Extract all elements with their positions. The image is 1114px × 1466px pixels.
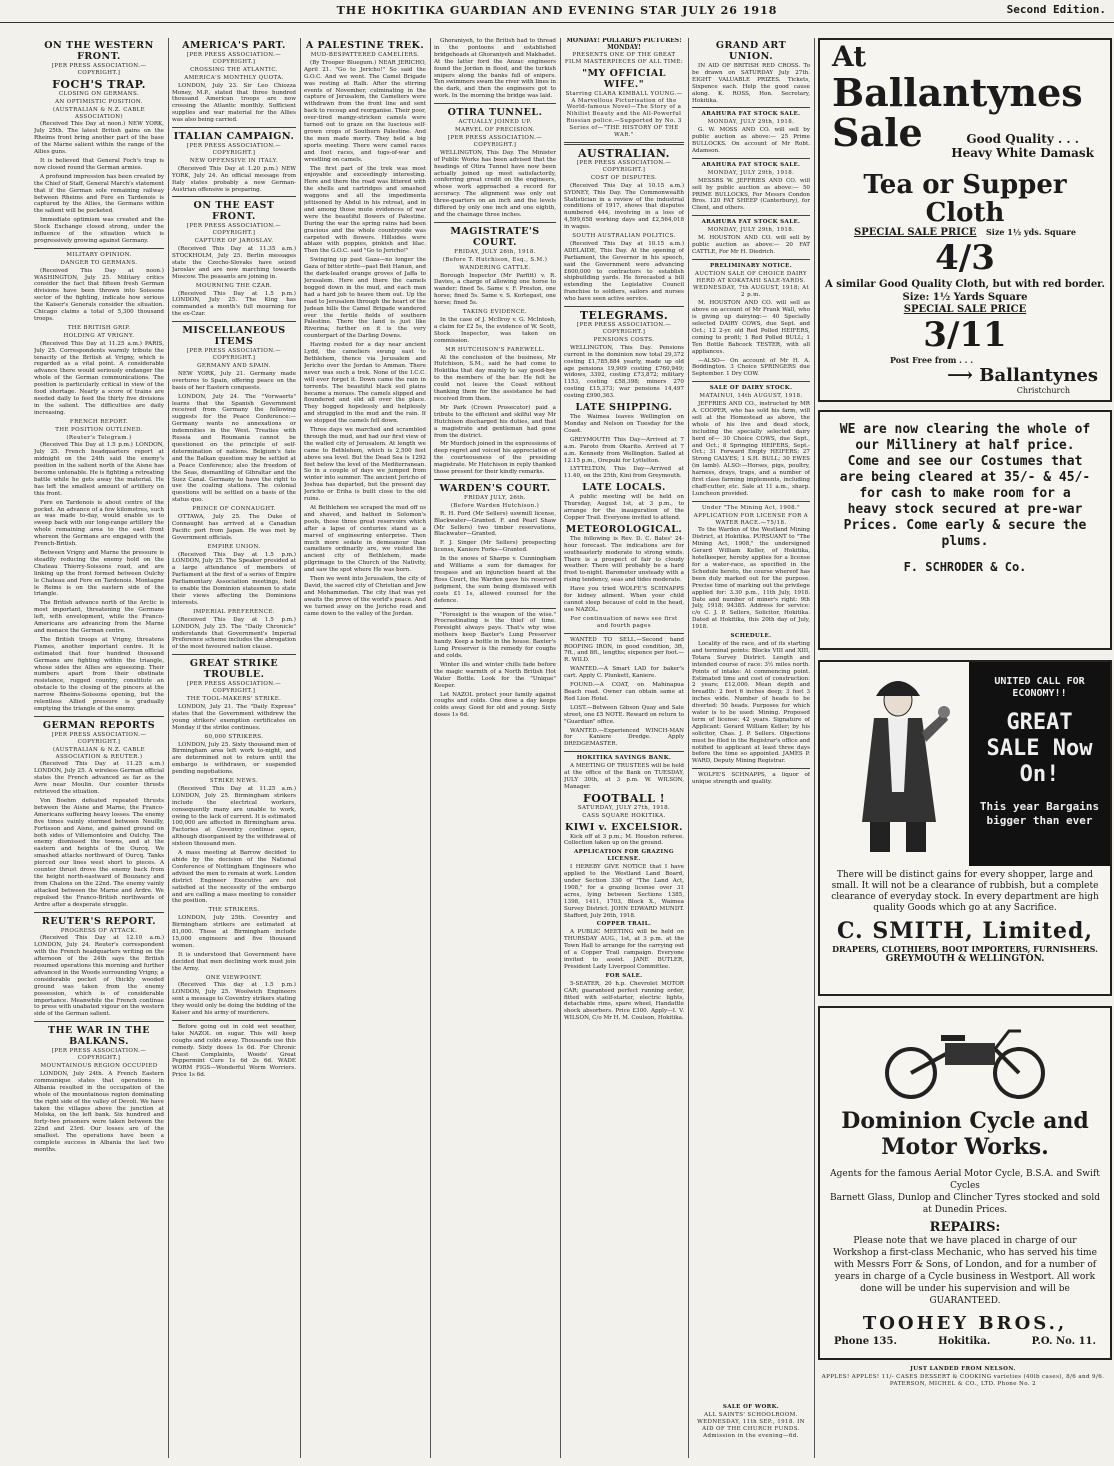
advert-product: Tea or Supper Cloth [863,170,1067,228]
subhead: THE TOOL-MAKERS' STRIKE. [186,696,282,703]
banner-economy: UNITED CALL FOR ECONOMY!! [973,672,1106,704]
subhead: MONDAY, JULY 29th, 1918. [707,119,795,126]
credit: (AUSTRALIAN & N.Z. CABLE ASSOCIATION) [52,106,146,120]
advert-sale: Sale [832,110,923,155]
advert-body: There will be distinct gains for every shopper, large and small. It will not be a clearance of rubbish, but a complete clearance of everyday stock. In every department are high quality Goods which go at any Sacrifice. [831,870,1099,913]
subhead: PRINCE OF CONNAUGHT. [192,506,276,513]
subhead: MONDAY, JULY 29th, 1918. [707,169,795,176]
town-crier-icon [840,672,950,862]
subhead: FOR SALE. [605,972,643,979]
advert-title: Dominion Cycle and Motor Works. [841,1108,1089,1160]
headline: GERMAN REPORTS [42,719,156,731]
paragraph: (Received This Day at 1.20 p.m.) NEW YORK, July 24. An official message from Italy states probably a new German-Austrian offensive is preparing. [172,165,296,193]
subhead: THE POSITION OUTLINED. [55,426,143,433]
subhead: SALE OF DAIRY STOCK. [709,385,793,392]
subhead: WANDERING CATTLE. [459,264,531,271]
paragraph: M. HOUSTON AND CO. will sell by public auction as above:— 20 FAT CATTLE, For Mr H. Diedrich. [692,235,810,255]
advert-signature: F. SCHRODER & Co. [903,560,1027,574]
credit: (Reuter's Telegram.) [66,434,132,441]
column-rule [814,38,815,1458]
subhead: CASS SQUARE HOKITIKA. [582,812,666,819]
subhead: APPLICATION FOR LICENSE FOR A WATER RACE.—75/18. [693,512,809,526]
headline: MISCELLANEOUS ITEMS [182,325,286,348]
paragraph: NEW YORK, July 21. Germany made overtures to Spain, offering peace on the basis of her Eastern conquests. [172,370,296,391]
paragraph: (Received This day at 1.5 p.m.) LONDON, July 25. Woolwich Engineers sent a message to Coventry strikers stating they would only be doing the bidding of the Kaiser and his army of murderers. [172,982,296,1017]
paragraph: —ALSO— On account of Mr H. A. Boddington. 3 Choice SPRINGERS due September. 1 Dry COW. [692,357,810,378]
advert-company: C. SMITH, Limited, [836,918,1094,944]
paragraph: M. HOUSTON AND CO. will sell as above on account of Mr Frank Wall, who is giving up dairying:— 40 Specially selected DAIRY COWS, due Sept. and Oct.; 12 2-yr. old Red Polled HEIFERS, coming to profit; 1 Red Polled BULL; 1 Ten Bottle Babcock TESTER, with all appliances. [692,300,810,355]
subhead: STRIKE NEWS. [209,778,259,785]
paragraph: The Waimea leaves Wellington on Monday and Nelson on Tuesday for the Coast. [564,414,684,434]
headline: ON THE WESTERN FRONT. [44,40,154,62]
advert-banner [969,662,1110,866]
paragraph: (Received This Day at 12.10 a.m.) LONDON, July 24. Reuter's correspondent with the French headquarters writing on the afternoon of the 24th says the British resumed operations this morning and further advanced in the Woods surrounding Vrigny, a considerable pocket of thickly wooded ground was taken from the enemy possession, which is of considerable importance. Meanwhile the French continue to press with unabated vigour on the western side of the German salient. [34,935,164,1018]
advert-repairs-heading: REPAIRS: [929,1220,1001,1235]
price: 3/11 [923,315,1007,355]
headline: ITALIAN CAMPAIGN. [173,131,295,143]
column-rule [560,38,561,1458]
subhead: PENSIONS COSTS. [593,336,655,343]
paragraph: JEFFRIES AND CO., instructed by MR A. COOPER, who has sold his farm, will sell at the Homestead as above, the whole of his live and dead stock, including the specially selected dairy herd of— 30 Choice COWS, due Sept., and Oct.; 8 Springing HEIFERS, Sept.-Oct.; 31 Forward Empty HEIFERS; 27 Strong CALVES; 1 S.H. BULL; 30 EWES (in lamb). ALSO:—Horses, pigs, poultry, harness, drays, traps, and a number of first class farming implements, including chaff-cutter, etc. Sale at 11 a.m., sharp. Luncheon provided. [692,401,810,497]
subhead: IMPERIAL PREFERENCE. [193,608,275,615]
subhead: WEDNESDAY, 7th AUGUST, 1918; At 2 p.m. [692,285,810,299]
subhead: SCHEDULE. [730,633,772,640]
subhead: EMPIRE UNION. [207,543,261,550]
subhead: COPPER TRAIL. [596,921,652,928]
subhead: ACTUALLY JOINED UP. [458,119,532,126]
subhead: (Before T. Hutchison, Esq., S.M.) [442,256,548,263]
subhead: 60,000 STRIKERS. [204,733,264,740]
column-rule [688,38,689,1458]
paragraph: It is believed that General Foch's trap is now closed round the German armies. [34,157,164,171]
paragraph: To the Warden of the Westland Mining District, at Hokitika. PURSUANT to "The Mining Act, 1908," the undersigned Gerard William Keller, of Hokitika, hotelkeeper, hereby applies for a license for a water-race, as specified in the Schedule hereto, the course whereof has been duly marked out for the purpose. Precise time of marking out the privilege applied for: 3.30 p.m., 11th July, 1918. Date and number of miner's right: 9th July, 1918; 94385. Address for service: c/o C. J. P. Sellers, Solicitor, Hokitika. Dated at Hokitika, this 20th day of July, 1918. [692,527,810,631]
subhead: HOKITIKA SAVINGS BANK. [576,755,672,762]
paragraph: (Received This Day at 1.5 p.m.) LONDON, July 25. French headquarters report at midnight on the 24th said the enemy's position in the salient north of the Aisne has become untenable. He is fighting a retreating battle while he gets away the material. He has left the smallest amount of artillery on this front. [34,442,164,497]
headline: METEOROLOGICAL. [565,523,683,535]
headline: THE WAR IN THE BALKANS. [48,1025,150,1048]
headline: GREAT STRIKE TROUBLE. [189,658,279,681]
paragraph: (Received This Day at 11.25 a.m.) PARIS, July 25. Correspondents warmly tribute the tenacity of the British at Vrigny, which is regarded as a vital point. A considerable advance there would seriously endanger the whole of the German communications. The position is particularly critical in view of the food shortage. Nearly a score of trains are needed daily to feed the thirty five divisions in the salient. The difficulties are daily increasing. [34,340,164,416]
pictures-banner: MONDAY! POLLARD'S PICTURES! MONDAY! [566,38,682,51]
continuation-notice: For continuation of news see first and fourth pages [570,615,678,629]
advert-at: At [832,40,867,73]
post-free: Post Free from . . . [890,355,974,365]
credit: [PER PRESS ASSOCIATION.—COPYRIGHT.] [447,134,543,148]
paragraph: LONDON, July 24th. A French Eastern communique states that operations in Albania resulted in the occupation of the whole of the mountainous region dominating the right side of the valley of Devoli. We have taken the villages above the junction at Molska, on the left bank. Six hundred and forty-two prisoners were taken between the 22nd and 23rd. Our losses are of the smallest. The operations have been a complete success in Albania the last two months. [34,1071,164,1153]
paragraph: The British troops at Vrigny, threatens Fismes, another important centre. It is estimated that four hundred thousand Germans are fighting within the triangle, whose sides the Allies are squeezing. Their numbers apart from their obstinate resistance, rugged country, constitute an obstacle to the closing of the pincers at the narrow Rheims-Soissons opening, but the relentless Allied pressure is gradually emptying the triangle of the enemy. [34,636,164,712]
paragraph: (By Trooper Bluegum.) NEAR JERICHO, April 21. "Go to Jericho!" So said the G.O.C. And we went. The Camel Brigade was resting at Ralh. After the stirring events of November, culminating in the capture of Jerusalem, the Cameliers were withdrawn from the front line and sent back to recoup and reorganise. Their poor, over-tired mangy-stricken camels were turned out to graze on the luscious self-grown crops of Southern Palestine. And the men made merry. They held a big sports meeting. There were camel races and foot races, and tugs-of-war and wrestling on camels. [304,59,426,163]
paragraph: LONDON, July 25th. Coventry and Birmingham strikers are estimated at 81,000. Those at Birmingham include 15,000 engineers and five thousand women. [172,915,296,949]
advert-smith [818,660,1112,996]
advert-top [820,662,1110,866]
subhead: MONDAY, JULY 29th, 1918. [707,227,795,234]
subhead: GERMANY AND SPAIN. [197,363,271,369]
paragraph: WELLINGTON, This Day. The Minister of Public Works has been advised that the headings of Otira Tunnel have now been actually joined up most satisfactorily, conferring great credit on the engineers, whose work approached a record for accuracy. The alignment was only out three-quarters on an inch and the levels differed by only one inch and one eighth, and the chainage three inches. [434,149,556,218]
advert-city: Christchurch [1016,386,1070,395]
paragraph: OTTAWA, July 25. The Duke of Connaught has arrived at a Canadian Pacific port from Japan. He was met by Government officials. [172,514,296,541]
special-price-label: SPECIAL SALE PRICE [903,304,1027,315]
subhead: SATURDAY, JULY 27th, 1918. [577,804,671,811]
paragraph: LONDON, July 23. Sir Leo Chiozza Money, M.P., stated that three hundred thousand American troops are now crossing the Atlantic monthly. Sufficient supplies and war material for the Allies was also being carried. [172,82,296,124]
column-rule [430,38,431,1458]
paragraph: (Received This Day at 1.5 p.m.) LONDON, July 25. The King has commanded a month's full mourning for the ex-Czar. [172,290,296,318]
credit: (AUSTRALIAN & N.Z. CABLE ASSOCIATION & REUTER.) [52,746,146,760]
credit: [PER PRESS ASSOCIATION.—COPYRIGHT.] [576,322,672,335]
subhead: FRIDAY, JULY 26th, 1918. [454,248,536,255]
headline: AMERICA'S PART. [182,40,286,51]
paragraph: Let NAZOL protect your family against coughs and colds. One dose a day keeps colds away. Good for old and young. Sixty doses 1s 6d. [434,691,556,719]
footer-apples [820,1366,1106,1458]
column-telegrams [564,38,684,1460]
footer-brand-text: Ballantynes [979,365,1098,386]
advert-tyres: Barnett Glass, Dunlop and Clincher Tyres stocked and sold at Dunedin Prices. [830,1193,1100,1215]
paragraph: APPLES! APPLES! 11/- CASES DESSERT & COOKING varieties (40lb cases), 8/6 and 9/6. PATERSON, MICHEL & CO., LTD. Phone No. 2 [821,1373,1105,1387]
subhead: COST OF DISPUTES. [590,174,658,181]
classified-ad: WANTED TO SELL.—Second hand ROOFING IRON, in good condition, 3ft, 7ft., and 8ft., lengths; sixpence per foot.—R. WILD. [564,636,684,664]
advert-company: TOOHEY BROS., [862,1313,1068,1334]
advert-brand: Ballantynes [832,70,1083,115]
subhead: ARAHURA FAT STOCK SALE. [701,219,801,226]
credit: [PER PRESS ASSOCIATION.—COPYRIGHT.] [51,731,147,745]
advert-quality [951,132,1094,160]
paragraph: In the snows of Sharpe v. Cunningham and Williams a sum for damages for trespass and an injunction heard at the Ross Court, the Warden gave his reserved judgment, the sum being dismissed with costs £1 1s, allowed counsel for the defence. [434,556,556,604]
subhead: CAPTURE OF JAROSLAV. [194,238,274,245]
classified-ad: FOUND.—A COAT, on Mahinapua Beach road. Owner can obtain same at Red Lion Hotel. [564,682,684,702]
advert-toohey [818,1006,1112,1360]
classified-ad: LOST.—Between Gibson Quay and Sale street, one £5 NOTE. Reward on return to "Guardian" office. [564,704,684,725]
paragraph: The British advance north of the Arctic is most important, threatening the Germans left, with envelopment, while the Franco-Americans are advancing from the Marne and menace the German centre. [34,600,164,634]
headline: REUTER'S REPORT. [41,915,157,927]
advert-footer-brand [820,365,1110,386]
headline: AUSTRALIAN. [577,146,671,160]
paragraph: Ghoraniyeh, to the British had to thread in the pontoons and established bridgeheads at Ghoraniyeh and Makhadet. At the latter ford the Anzac engineers found the Jordan in flood, and the turkish snipers along the banks full of snipers. Ten swimmers swam the river with lines in the dark, and then the engineers got to work. In the morning the bridge was laid. [434,38,556,100]
masthead [0,0,1114,23]
subhead: CLOSING ON GERMANS. [58,90,140,97]
advert-similar: A similar Good Quality Cloth, but with red border. Size: 1½ Yards Square [824,279,1106,303]
subhead: TAKING EVIDENCE. [462,309,528,316]
classified-ad: WANTED.—Experienced WINCH-MAN for Kaniere Dredge. Apply DREDGEMASTER. [564,727,684,748]
paragraph: Three days we marched and scrambled through the mud, and had our first view of the walled city of Jerusalem. At length we came to Bethlehem, which is 2,500 feet above sea level. But the Dead Sea is 1292 feet below the level of the Mediterranean. So in a couple of days we jumped from winter into summer. The ancient Jericho of Joshua has departed, but the present day Jericho or Eriha is built close to the old ruins. [304,427,426,503]
headline: MAGISTRATE'S COURT. [450,225,540,248]
classified-ad: WANTED.—A Smart LAD for baker's cart. Apply C. Plunkett, Kaniere. [564,666,684,680]
subhead: ARAHURA FAT STOCK SALE. [701,111,801,118]
subhead: SOUTH AUSTRALIAN POLITICS. [572,233,676,240]
paragraph: ALL SAINTS' SCHOOLROOM. WEDNESDAY, 11th SEP., 1918. IN AID OF THE CHURCH FUNDS. Admission in the evening—6d. [697,1411,805,1439]
advert-trades: DRAPERS, CLOTHIERS, BOOT IMPORTERS, FURNISHERS. [832,944,1098,954]
headline: FOOTBALL ! [582,791,666,805]
paragraph: Locality of the race, and of its starting and terminal points: Blocks VIII and XIII, Totara Survey District. Length and intended course of race: 3½ miles north. Points of intake: At commencing point. Estimated time and cost of construction: 2 years; £12,000. Mean depth and breadth: 2 feet 6 inches deep; 3 feet 3 inches wide. Number of heads to be diverted: 50 heads. Purposes for which water is to be used: Mining. Proposed term of license: 42 years. Signature of Applicant: Gerard William Keller; by his solicitor, Chas. J. P. Sellers. Objections must be filed in the Registrar's office and notified to applicant at least three days before the time so appointed. JAMES P. WARD, Deputy Mining Registrar. [692,640,810,765]
credit: [PER PRESS ASSOCIATION.—COPYRIGHT.] [186,143,282,156]
paragraph: (Received This Day at 1.5 p.m.) LONDON, July 25. The "Daily Chronicle" understands that Government's Imperial Preference scheme includes the abrogation of the most favoured nation clause. [172,616,296,651]
banner-bargains: This year Bargains bigger than ever [973,794,1106,834]
advert-schroder [818,410,1112,650]
paragraph: G. W. MOSS AND CO. will sell by public auction as above:— 25 Prime BULLOCKS. On account of Mr Robt. Adamson. [692,127,810,154]
paragraph: MESSRS W. JEFFRIES AND CO. will sell by public auction as above:— 50 PRIME BULLOCKS, For Messrs Condon Bros. 120 FAT SHEEP (Canterbury), for Client, and others. [692,177,810,212]
subhead: ONE VIEWPOINT. [205,974,263,981]
subhead: MUD-BESPATTERED CAMELIERS. [310,52,420,58]
po-box: P.O. No. 11. [1031,1336,1096,1347]
town: Hokitika. [938,1336,991,1347]
phone-number: Phone 135. [834,1336,897,1347]
paragraph: LONDON, July 21. The "Daily Express" states that the Government withdrew the young strikers' exemption certificates on Monday if the strike continues. [172,703,296,731]
subhead: AUCTION SALE OF CHOICE DAIRY HERD AT KOKATAHI SALE-YARDS. [695,270,807,284]
town-crier-figure [820,662,969,866]
advert-ballantynes [818,38,1112,402]
footer-sale-of-work [692,1404,810,1460]
column-local [434,38,556,1460]
paragraph: (Received This Day at 10.15 a.m.) ADELAIDE, This Day. At the opening of Parliament, the Governor in his speech, said the Government were advancing £600,000 to contractors to establish shipbuilding yards. He forecasted a bill extending the Legislative Council franchise to soldiers, sailors and nurses who have seen active service. [564,240,684,303]
credit: [PER PRESS ASSOCIATION.—COPYRIGHT.] [51,63,147,76]
paragraph: (Received This Day at 11.25 a.m.) LONDON, July 25. Birmingham strikers include the electrical workers, consequently many are unable to work, owing to the lack of current. It is estimated 100,000 are affected in Birmingham area. Factories at Coventry continue open, although disorganised by the withdrawal of sixteen thousand men. [172,785,296,848]
price-label-row [820,227,1110,238]
subhead: HOLDING AT VRIGNY. [63,332,135,339]
subhead: PRELIMINARY NOTICE. [709,262,793,269]
paragraph: Having rested for a day near ancient Lydd, the cameliers swung east to Bethlehem, thence via Jerusalem and Jericho over the Jordan to Amman. There never was such a trek. None of the I.C.C. will ever forget it. Down came the rain in torrents. The beautiful black soil plains became a morass. The camels slipped and floundered and slid all over the place. They bogged hopelessly and helplessly and struggled in the mud and the rain. If we stopped the camels fell down. [304,342,426,425]
advert-contact-row [820,1334,1110,1349]
paragraph: Have you tried WOLFE'S SCHNAPPS for kidney ailment. When your child cannot sleep because of cold in the head, use NAZOL. [564,586,684,613]
size-label: Size 1½ yds. Square [986,227,1076,237]
price: 4/3 [935,238,995,278]
paragraph: GREYMOUTH This Day—Arrived at 7 a.m. Paroto from Okarito. Arrived at 7 a.m. Kennedy from Wellington. Sailed at 12.15 p.m., Orepuki for Lyttelton. [564,436,684,464]
subhead: AN OPTIMISTIC POSITION. [55,98,143,105]
quality-line: Good Quality . . . [966,132,1079,146]
quality-line: Heavy White Damask [951,146,1094,160]
column-war-news [34,38,164,1460]
subhead: MOUNTAINOUS REGION OCCUPIED [40,1063,158,1070]
edition-label: Second Edition. [1006,3,1106,16]
paragraph: F. J. Singer (Mr Sellers) prospecting license, Kaniere Forks—Granted. [434,540,556,554]
headline: OTIRA TUNNEL. [447,107,543,119]
credit: [PER PRESS ASSOCIATION.—COPYRIGHT.] [186,681,282,695]
subhead: NEW OFFENSIVE IN ITALY. [189,157,279,164]
subhead: MR HUTCHISON'S FAREWELL. [445,346,545,353]
paragraph: LONDON, July 24. The "Vorwaerts" learns that the Spanish Government received from Germany the following suggests for the Peace Conference:—Germany wants no annexations or indemnities in the West. Treaties with Russia and Roumania cannot be questioned on the principle of self-determination of nations. Belgium's fate and the Balkan question may be settled at a Peace Conference; also the freedom of the Seas, dismantling of Gibraltar and the Suez Canal. Germany to have the right to use the coaling stations. The colonial questions will be settled on a basis of the status quo. [172,393,296,504]
credit: [PER PRESS ASSOCIATION.—COPYRIGHT.] [186,223,282,237]
credit: [PER PRESS ASSOCIATION.—COPYRIGHT.] [186,348,282,362]
paragraph: At Bethlehem we scraped the mud off us and shaved, and bathed in Solomon's pools, those three great reservoirs which after a lapse of centuries stand as a marvel of engineering enterprise. Then much more sedate in demeanour than cameliers ordinarily are, we visited the ancient city of Bethlehem, made pilgrimage to the Church of the Nativity, and saw the spot where He was born. [304,505,426,574]
paragraph: Von Boehm defeated repeated thrusts between the Aisne and Marne, the Franco-Americans suffering heavy losses. The enemy five times vainly stormed between Neuilly, Fortisson and Aisne, and gained ground on both sides of Villemontoire and Oulchy. The enemy dismissed the towns, and at the eastern and heights of the Ourcq. We smashed attacks northward of Ourcq. Tanks pierced our lines west short to pieces. A counter thrust drove the enemy back from the height north-eastward of Bouzancy and from Chalons on the 22nd. The enemy vainly attacked between the Marne and Ardre. We repulsed the Franco-British northwards of Ardre after a desperate struggle. [34,798,164,908]
subhead: FRIDAY JULY, 26th. [464,494,526,501]
paragraph: (Received This Day at 11.25 a.m.) LONDON, July 25. A wireless German official states the French advanced as far as the Avre near Moulin. Our counter thrusts retrieved the situation. [34,761,164,796]
subhead: AMERICA'S MONTHLY QUOTA. [184,74,284,81]
paragraph: Borough Inspector (Mr Parfitt) v. R. Davies, a charge of allowing one horse to wander; fined 5s. Same v. F. Preston, one horse; fined 5s. Same v. S. Kortegast, one horse; fined 5s. [434,272,556,307]
paragraph: (Received This Day at 11.35 a.m.) STOCKHOLM, July 25. Berlin messages state the Czecho-Slovaks have seized Jaroslav and are now marching towards Moscow. The peasants are joining in. [172,246,296,280]
advert-agents: Agents for the famous Aerial Motor Cycle, B.S.A. and Swift Cycles [830,1169,1100,1191]
column-rule [168,38,169,1458]
film-description: Starring CLARA KIMBALL YOUNG.—A Marvellous Picturisation of the World-famous Novel—The Story of a Nihilist Beauty and the All-Powerful Russian police.—Supported by No. 3 Series of—"THE HISTORY OF THE WAR." [565,90,683,139]
paragraph: Kick off at 3 p.m.; M. Houston referee. Collection taken up on the ground. [564,833,684,847]
motorcycle-figure [820,1008,1110,1108]
advert-text: WE are now clearing the whole of our Millinery at half price. Come and see our Costumes that are being cleared at 35/- & 45/- for cash to make room for a heavy stock secured at pre-war Prices. Come early & secure the plums. [839,422,1091,549]
paragraph: Mr Murdoch joined in the expressions of deep regret and voiced his appreciation of the courteousness of the presiding magistrate. Mr Hutchison in reply thanked those present for their kindly remarks. [434,441,556,476]
headline: LATE LOCALS. [582,482,666,494]
paragraph: 5-SEATER, 20 h.p. Chevrolet MOTOR CAR; guaranteed perfect running order, fitted with self-starter, electric lights, detachable rims, spare wheel, Handattle shock absorbers. Price £300. Apply—I. V. WILSON, C/o Mr H. M. Coulson, Hokitika. [564,980,684,1022]
headline: ON THE EAST FRONT. [193,200,275,223]
paragraph: In the case of J. McIlroy v. G. McIntosh, a claim for £2 5s, the evidence of W. Scott, Stock Inspector, was taken on commission. [434,317,556,344]
subhead: MILITARY OPINION. [66,251,132,258]
headline: TELEGRAMS. [579,309,669,323]
paragraph: Between Vrigny and Marne the pressure is steadily reducing the enemy hold on the Chateau Thierry-Soissons road, and are linking up the front formed between Oulchy le Chateau and Fere en Tardenois. Montagne le Reims is on the eastern side of the triangle. [34,550,164,598]
subhead: (Before Warden Hutchison.) [450,502,540,509]
newspaper-title: THE HOKITIKA GUARDIAN AND EVENING STAR JULY 26 1918 [336,4,778,17]
paragraph: A profound impression has been created by the Chief of Staff, General March's statement that if the German sole remaining railway between Rheims and Fere en Tardenois is captured by the Allies, the Germans within the salient will be pocketed. [34,173,164,215]
headline: WARDEN'S COURT. [439,482,551,494]
paragraph: I HEREBY GIVE NOTICE that I have applied to the Westland Land Board, under Section 330 of "The Land Act, 1908," for a grazing license over 31 acres, lying between Sections 1385, 1398, 1411, 1703, Block X., Waimea Survey District. JOHN EDWARD MUNDT. Stafford, July 26th, 1918. [564,864,684,919]
paragraph: R. H. Ford (Mr Sellers) uswmill license, Blackwater—Granted. F. and Pearl Shaw (Mr Sellers) two timber reservations, Blackwater—Granted. [434,510,556,538]
paragraph: A mass meeting at Barrow decided to abide by the decision of the National Conference of Nottingham Engineers who advised the men to remain at work. London district Engineer Executive are not satisfied at the necessity of the embargo and are calling a mass meeting to consider the position. [172,850,296,905]
pictures-subhead: PRESENTS ONE OF THE GREAT FILM MASTERPIECES OF ALL TIME: [564,51,684,65]
paragraph: LYTTELTON, This Day—Arrived at 11.40, on the 25th, Kini from Greymouth. [564,466,684,480]
paragraph: Mr Park (Crown Prosecutor) paid a tribute to the efficient and skilful way Mr Hutchison discharged his duties, and that a magistrate and gentleman had gone from the district. [434,404,556,439]
headline: LATE SHIPPING. [575,402,673,414]
credit: [PER PRESS ASSOCIATION.—COPYRIGHT.] [186,52,282,65]
column-palestine [304,38,426,1460]
column-cables [172,38,296,1460]
subhead: Under "The Mining Act, 1908." [701,504,801,511]
subhead: MOURNING THE CZAR. [195,282,273,289]
headline: A PALESTINE TREK. [305,40,425,51]
special-price-label: SPECIAL SALE PRICE [854,227,977,238]
column-auctions [692,38,810,1400]
subhead: DANGER TO GERMANS. [60,259,138,266]
film-title: "MY OFFICIAL WIFE." [582,67,666,90]
paragraph: At the conclusion of the business, Mr Hutchison, S.M., said he had come to Hokitika that day mainly to say good-bye to the members of the bar. He felt he could not leave the Coast without thanking them for the assistance he had received from them. [434,354,556,402]
paragraph: It is understood that Government have decided that men declining work must join the Army. [172,951,296,972]
headline: GRAND ART UNION. [715,40,787,62]
paragraph: A MEETING OF TRUSTEES will be held at the office of the Bank on TUESDAY, JULY 30th, at 3 p.m. W. WILSON, Manager. [564,763,684,790]
column-rule [300,38,301,1458]
paragraph: WELLINGTON, This Day. Pensions current in the dominion now total 29,372 costing £1,785,884 yearly, made up old age pensions 19,909 costing £760,949; widows, 3392, costing £73,872; military 1153, costing £58,398; miners 270 costing £15,373; war pensions 14,497 costing £990,363. [564,344,684,400]
credit: [PER PRESS ASSOCIATION.—COPYRIGHT.] [51,1048,147,1062]
advert-text: Before going out in cold wet weather, take NAZOL on sugar. This will keep coughs and colds away. Thousands use this remedy. Sixty doses 1s 6d. For Chronic Chest Complaints, Woods' Great Peppermint Cure 1s 6d 2s 6d. WADE WORM FIGS—Wonderful Worm Worriers. Price 1s 6d. [172,1023,296,1079]
paragraph: (Received This Day at 1.5 p.m.) LONDON, July 25. The Speaker presided at a large attendance of members of Parliament at the first of a series of Empire Parliamentary Association meetings, held to enable the Dominion statesmen to state their views affecting the Dominions interests. [172,551,296,606]
banner-great-sale: GREAT SALE Now On! [973,704,1106,794]
advert-repairs-body: Please note that we have placed in charge of our Workshop a first-class Mechanic, who has served his time with Messrs Forr & Sons, of London, and for a number of years in charge of a Cycle business in Westport. All work done will be under his supervision and will be GUARANTEED. [833,1236,1097,1306]
paragraph: (Received This Day at noon.) WASHINGTON, July 25. Military critics consider the fact that fifteen fresh German divisions have been thrown into Soissons sector of the fighting, indicate how serious the Kaiser's Generals consider the situation. Chicago claims a total of 5,300 thousand troops. [34,267,164,322]
paragraph: (Received This Day at 10.15 a.m.) SYDNEY, This Day. The Commonwealth Statistician in a review of the industrial conditions of 1917, shows that disputes numbered 444, involving in a loss of 4,599,658 working days and £2,564,018 in wages. [564,182,684,231]
paragraph: IN AID OF BRITISH RED CROSS. To be drawn on SATURDAY July 27th. EIGHT VALUABLE PRIZES. Tickets, Sixpence each. Help the good cause along. K. ROSS, Hon. Secretary, Hokitika. [692,63,810,104]
subhead: THE BRITISH GRIP. [67,324,131,331]
paragraph: Fere en Tardenois is about centre of the pocket. An advance of a few kilometres, such as was made to-day, would enable us to sweep back with our long-range artillery the whole remaining area to the east front whereon the Germans are engaged with the French-British. [34,499,164,548]
subhead: FRENCH REPORT. [69,418,129,425]
paragraph: WOLFE'S SCHNAPPS, a liquor of unique strength and quality. [692,772,810,786]
paragraph: A public meeting will be held on Thursday, August 1st, at 3 p.m., to arrange for the inauguration of the Copper Trail. Everyone invited to attend. [564,494,684,521]
paragraph: Immediate optimism was created and the Stock Exchange closed strong, under the influence of the situation which is progressively growing against Germany. [34,217,164,244]
paragraph: "Foresight is the weapon of the wise." Procrastinating is the thief of time. Foresight always pays. That's why wise mothers keep Baxter's Lung Preserver handy. Keep a bottle in the house. Baxter's Lung Preserver is the remedy for coughs and colds. [434,611,556,659]
paragraph: Winter ills and winter chills fade before the magic warmth of a North British Hot Water Bottle. Look for the "Unique" Keeper. [434,661,556,689]
paragraph: The first part of the trek was most enjoyable and exceedingly interesting. Here and there the road was littered with the shells and cartridges and smashed waggons and all the impedimenta jettisoned by Abdul in his retreat, and in and among those mute evidences of war were the beautiful flowers of Palestine. During the war the spring rains had been gracious and the whole countryside was carpeted with flowers. Hillsides were ablaze with poppies, pinkish and lilac. Then the G.O.C. said "Go to Jericho!" [304,165,426,255]
subhead: PROGRESS OF ATTACK. [60,927,138,934]
paragraph: (Received This Day at noon.) NEW YORK, July 25th. The latest British gains on the Rheims front bring another part of the base of the Marne salient within the range of the Allies guns. [34,121,164,156]
subhead: APPLICATION FOR GRAZING LICENSE. [574,849,674,863]
subhead: ARAHURA FAT STOCK SALE. [701,161,801,168]
subhead: JUST LANDED FROM NELSON. [910,1366,1016,1372]
subhead: THE STRIKERS. [208,907,260,914]
advert-cities: GREYMOUTH & WELLINGTON. [885,954,1045,964]
paragraph: Swinging up past Gaza—no longer the Gaza of bitter strife—past Beit Hanun, and the dark-leafed orange groves of Jaffa to Jerusalem. Here and there the camels bogged down in the mud, and each man had a hard job to heave them out. Up the road to Jerusalem through the heart of the Judean hills the Camel Brigade wandered over the fertile fields of southern Palestine. There the land is just like Riverina; further on it is the very counterpart of the Darling Downs. [304,257,426,340]
paragraph: A PUBLIC MEETING will be held on THURSDAY AUG., 1st, at 3 p.m. at the Town Hall to arrange for the carrying out of a Copper Trail campaign. Everyone invited to assist. JANE BUTLER, President Lady Liverpool Committee. [564,929,684,970]
paragraph: Then we went into Jerusalem, the city of David, the sacred city of Christian and Jew and Mohammedan. The city that was yet awaits the prove of the world's peace. And we turned away on the Jericho road and came down to the valley of the Jordan. [304,576,426,617]
subhead: MATAINUI, 14th AUGUST, 1918. [699,393,803,400]
match-title: KIWI v. EXCELSIOR. [564,821,683,833]
subhead: CROSSING THE ATLANTIC. [190,66,278,73]
credit: [PER PRESS ASSOCIATION.—COPYRIGHT.] [576,159,672,173]
subhead: MARVEL OF PRECISION. [455,127,535,134]
arrow-icon: ⟶ [947,365,980,386]
paragraph: LONDON, July 25. Sixty thousand men of Birmingham area left work to-night, and are determined not to return until the embargo is withdrawn, or suspended pending negotiations. [172,741,296,776]
motorcycle-icon [875,1013,1055,1103]
paragraph: The following is Rev. D. C. Bates' 24-hour forecast. The indications are for southeasterly moderate to strong winds. There is a prospect of fair to cloudy weather. There will probably be a hard frost to-night. Barometer unsteady with a rising tendency, seas and tides moderate. [564,535,684,584]
subhead: SALE OF WORK. [722,1404,780,1410]
headline: FOCH'S TRAP. [52,77,146,91]
